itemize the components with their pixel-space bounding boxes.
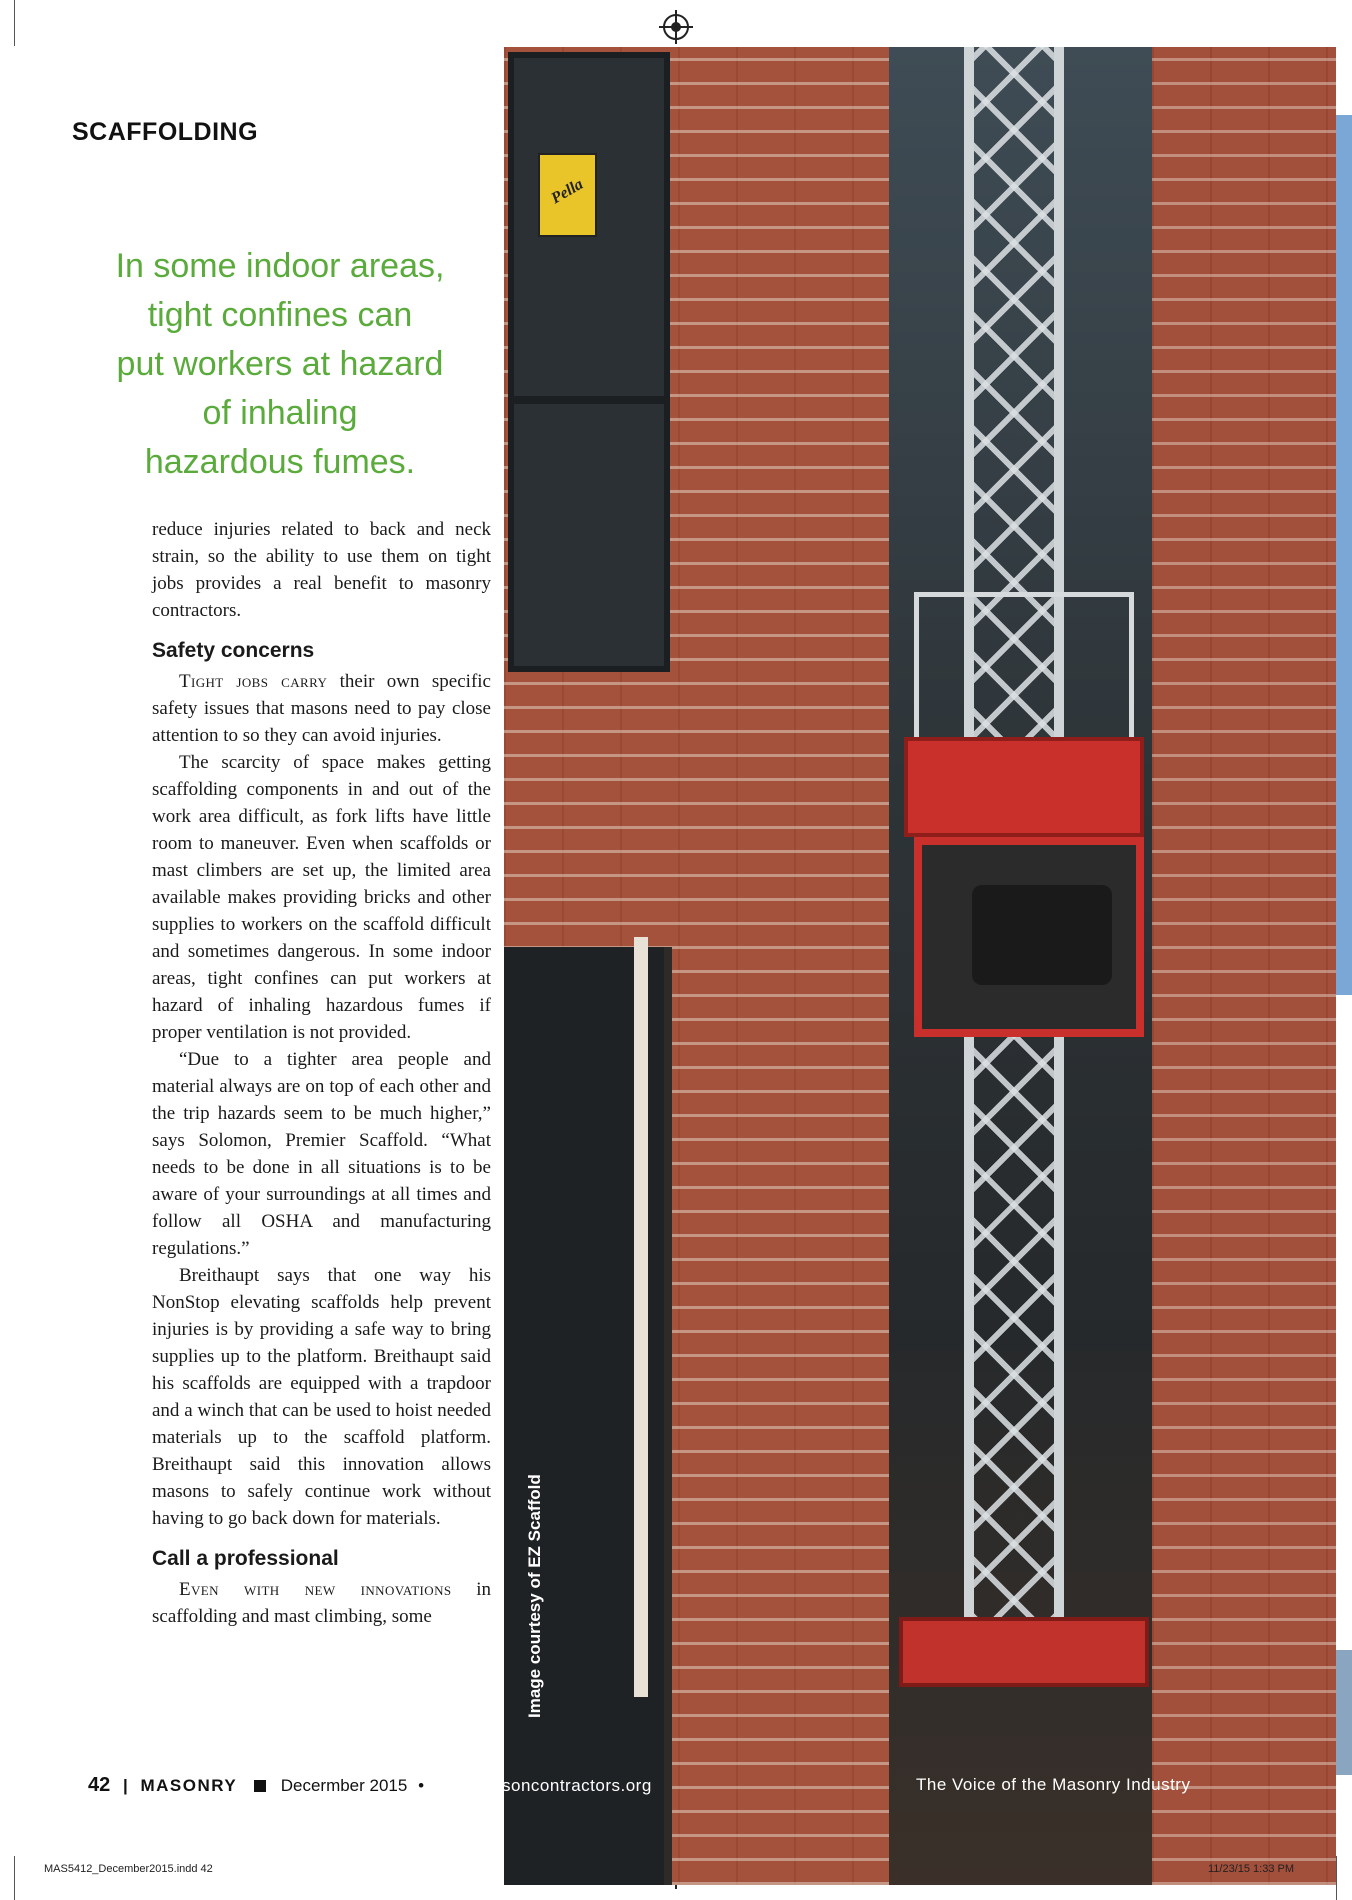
- pull-quote-line: hazardous fumes.: [144, 443, 416, 481]
- safety-paragraph-4: Breithaupt says that one way his NonStop elevating scaffolds help prevent injuries is by providing a safe way to bring supplies up to the platform. Breithaupt said his scaffolds are equipped with a trapdoor and a winch that can be used to hoist needed materials up to the scaffold platform. Breithaupt said this innovation allows masons to safely continue work without having to go back down for materials.: [152, 1265, 491, 1529]
- crop-mark-bottom-right: [1336, 1856, 1337, 1900]
- footer-tagline: The Voice of the Masonry Industry: [916, 1775, 1191, 1794]
- file-slug: MAS5412_December2015.indd 42: [44, 1863, 213, 1875]
- website-url: www.masoncontractors.org: [434, 1776, 652, 1795]
- page-number: 42: [88, 1774, 111, 1796]
- side-color-tab-lower: [1336, 1650, 1352, 1775]
- window-mullion: [514, 396, 664, 404]
- scaffold-platform: [904, 737, 1144, 837]
- article-body: [152, 516, 491, 1630]
- crop-mark-top-left: [14, 0, 15, 46]
- engine-cage: [914, 837, 1144, 1037]
- scaffold-base: [899, 1617, 1149, 1687]
- magazine-name: MASONRY: [140, 1776, 238, 1795]
- footer-bullet: •: [418, 1776, 425, 1795]
- lead-in-small-caps: Even with new innovations: [179, 1579, 452, 1600]
- paragraph-text: their own specific safety issues that masons need to pay close attention to so they can avoid injuries.: [152, 671, 491, 746]
- registration-mark-top: [663, 14, 689, 40]
- heading-call-a-professional: Call a professional: [152, 1547, 339, 1570]
- pull-quote-line: In some indoor areas,: [115, 247, 445, 285]
- pull-quote: [90, 242, 470, 487]
- page-footer: [88, 1774, 652, 1797]
- side-color-tab: [1336, 115, 1352, 995]
- window: [508, 52, 670, 672]
- engine: [972, 885, 1112, 985]
- safety-paragraph-3: “Due to a tighter area people and material always are on top of each other and the trip hazards seem to be much higher,” says Solomon, Premier Scaffold. “What needs to be done in all situations is to be aware of your surroundings at all times and follow all OSHA and manufacturing regulations.”: [152, 1049, 491, 1259]
- safety-paragraph-1: [152, 668, 491, 749]
- intro-paragraph: reduce injuries related to back and neck strain, so the ability to use them on tight jobs provides a real benefit to masonry contractors.: [152, 519, 491, 621]
- professional-paragraph-1: [152, 1576, 491, 1630]
- heading-safety-concerns: Safety concerns: [152, 639, 315, 662]
- photo-credit: Image courtesy of EZ Scaffold: [525, 1474, 544, 1718]
- pull-quote-line: of inhaling: [202, 394, 358, 432]
- square-bullet-icon: [254, 1780, 266, 1792]
- brick-wall-left: [504, 47, 889, 1885]
- safety-paragraph-2: The scarcity of space makes getting scaffolding components in and out of the work area difficult, as fork lifts have little room to maneuver. Even when scaffolds or mast climbers are set up, the limited area available makes providing bricks and other supplies to workers on the scaffold difficult and sometimes dangerous. In some indoor areas, tight confines can put workers at hazard of inhaling hazardous fumes if proper ventilation is not provided.: [152, 752, 491, 1043]
- paragraph-text: in scaffolding and mast climbing, some: [152, 1579, 491, 1627]
- slug-timestamp: 11/23/15 1:33 PM: [1208, 1863, 1295, 1875]
- pull-quote-line: put workers at hazard: [116, 345, 444, 383]
- section-title: SCAFFOLDING: [72, 118, 259, 146]
- issue-date: Decermber 2015: [280, 1776, 408, 1795]
- platform-guard-rail: [914, 592, 1134, 742]
- crop-mark-bottom-left: [14, 1856, 15, 1900]
- scaffold-photo: [504, 47, 1336, 1885]
- sticker-logo: Pella: [548, 175, 587, 208]
- lead-in-small-caps: Tight jobs carry: [179, 671, 328, 692]
- footer-separator: |: [122, 1776, 128, 1795]
- pull-quote-line: tight confines can: [147, 296, 413, 334]
- window-sticker: [538, 153, 597, 237]
- door-trim-board: [634, 937, 648, 1697]
- brick-wall-right: [1152, 47, 1336, 1885]
